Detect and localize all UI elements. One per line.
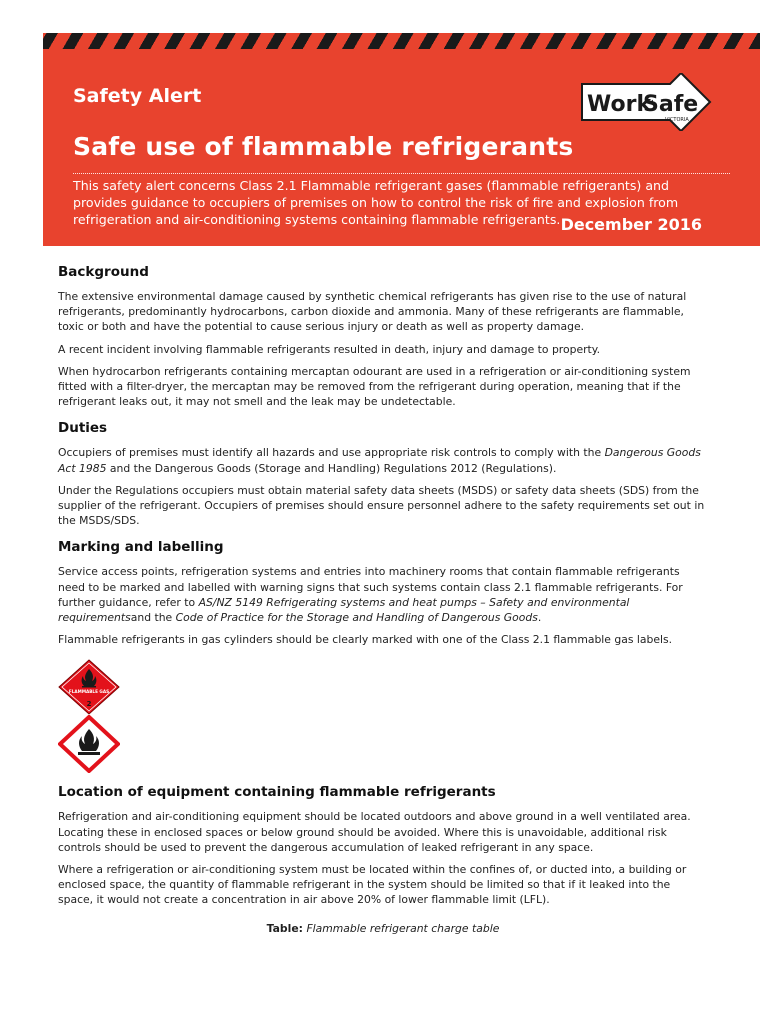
label-text: FLAMMABLE GAS: [68, 689, 110, 695]
alert-type: Safety Alert: [73, 85, 202, 107]
background-paragraph-3: When hydrocarbon refrigerants containing mercaptan odourant are used in a refrigeration or air-conditioning system fitted with a filter-dryer, the mercaptan may be removed from the refrigerant during operation, meaning that if the refrigerant leaks out, it may not smell and the leak may be undetectable.: [58, 364, 691, 409]
header-banner: [43, 33, 760, 246]
intro-text: This safety alert concerns Class 2.1 Flammable refrigerant gases (flammable refrigerants) and provides guidance to occupiers of premises on how to control the risk of fire and explosion from refrigeration and air-conditioning systems containing flammable refrigerants.: [73, 178, 679, 227]
page-title: Safe use of flammable refrigerants: [73, 132, 574, 161]
flammable-gas-labels: [58, 659, 122, 773]
section-duties: [58, 420, 708, 528]
title-divider: [73, 173, 730, 174]
label-class: 2: [86, 700, 92, 709]
marking-text-3: .: [537, 611, 542, 625]
duties-text: Occupiers of premises must identify all hazards and use appropriate risk controls to comply with the: [58, 446, 605, 460]
marking-text: Service access points, refrigeration systems and entries into machinery rooms that contain flammable refrigerants need to be marked and labelled with warning signs that such systems contain class 2.1 flammable refrigerants. For further guidance, refer to: [58, 565, 683, 609]
duties-text-2: and the Dangerous Goods (Storage and Handling) Regulations 2012 (Regulations).: [106, 461, 557, 475]
worksafe-logo: [577, 73, 715, 131]
duties-paragraph-2: Under the Regulations occupiers must obtain material safety data sheets (MSDS) or safety data sheets (SDS) from the supplier of the refrigerant. Occupiers of premises should ensure personnel adhere to the safety requirements set out in the MSDS/SDS.: [58, 483, 705, 528]
publish-date: December 2016: [560, 215, 702, 234]
ghs-flammable-label: [58, 715, 120, 773]
heading-background: Background: [58, 264, 149, 280]
standard-reference: AS/NZ 5149 Refrigerating systems and heat pumps – Safety and environmental requirements: [58, 595, 630, 625]
marking-text-2: and the: [130, 611, 176, 625]
background-paragraph-2: A recent incident involving flammable refrigerants resulted in death, injury and damage to property.: [58, 342, 601, 356]
hazard-stripe: [43, 33, 760, 49]
marking-paragraph-1: [58, 564, 708, 625]
logo-subtitle: VICTORIA: [665, 117, 689, 123]
caption-text: Flammable refrigerant charge table: [306, 921, 500, 935]
location-paragraph-2: Where a refrigeration or air-conditioning system must be located within the confines of, or ducted into, a building or enclosed space, the quantity of flammable refrigerant in the system should be limited so that if it leaked into the space, it would not create a concentration in air above 20% of lower flammable limit (LFL).: [58, 863, 687, 907]
table-caption: [58, 922, 708, 935]
location-paragraph-1: Refrigeration and air-conditioning equipment should be located outdoors and above ground in a well ventilated area. Locating these in enclosed spaces or below ground should be avoided. Where this is unavoidable, additional risk controls should be used to prevent the dangerous accumulation of leaked refrigerant in any space.: [58, 810, 691, 854]
heading-duties: Duties: [58, 420, 108, 437]
background-paragraph-1: The extensive environmental damage caused by synthetic chemical refrigerants has given rise to the use of natural refrigerants, predominantly hydrocarbons, carbon dioxide and ammonia. Many of these refrigerants are flammable, toxic or both and have the potential to cause serious injury or death as well as property damage.: [58, 290, 687, 334]
marking-paragraph-2: Flammable refrigerants in gas cylinders should be clearly marked with one of the Class 2.1 flammable gas labels.: [58, 633, 673, 647]
code-reference: Code of Practice for the Storage and Handling of Dangerous Goods: [175, 611, 538, 625]
duties-paragraph-1: [58, 445, 708, 475]
act-reference: Dangerous Goods Act 1985: [58, 446, 701, 475]
caption-label: Table:: [266, 921, 303, 935]
logo-word-safe: Safe: [643, 92, 699, 117]
section-location: [58, 784, 708, 934]
logo-word-work: Work: [587, 92, 652, 117]
heading-marking: Marking and labelling: [58, 539, 224, 556]
heading-location: Location of equipment containing flammable refrigerants: [58, 784, 496, 801]
section-marking: [58, 539, 708, 773]
flammable-gas-label-red: [58, 659, 120, 715]
main-content: [58, 264, 708, 935]
